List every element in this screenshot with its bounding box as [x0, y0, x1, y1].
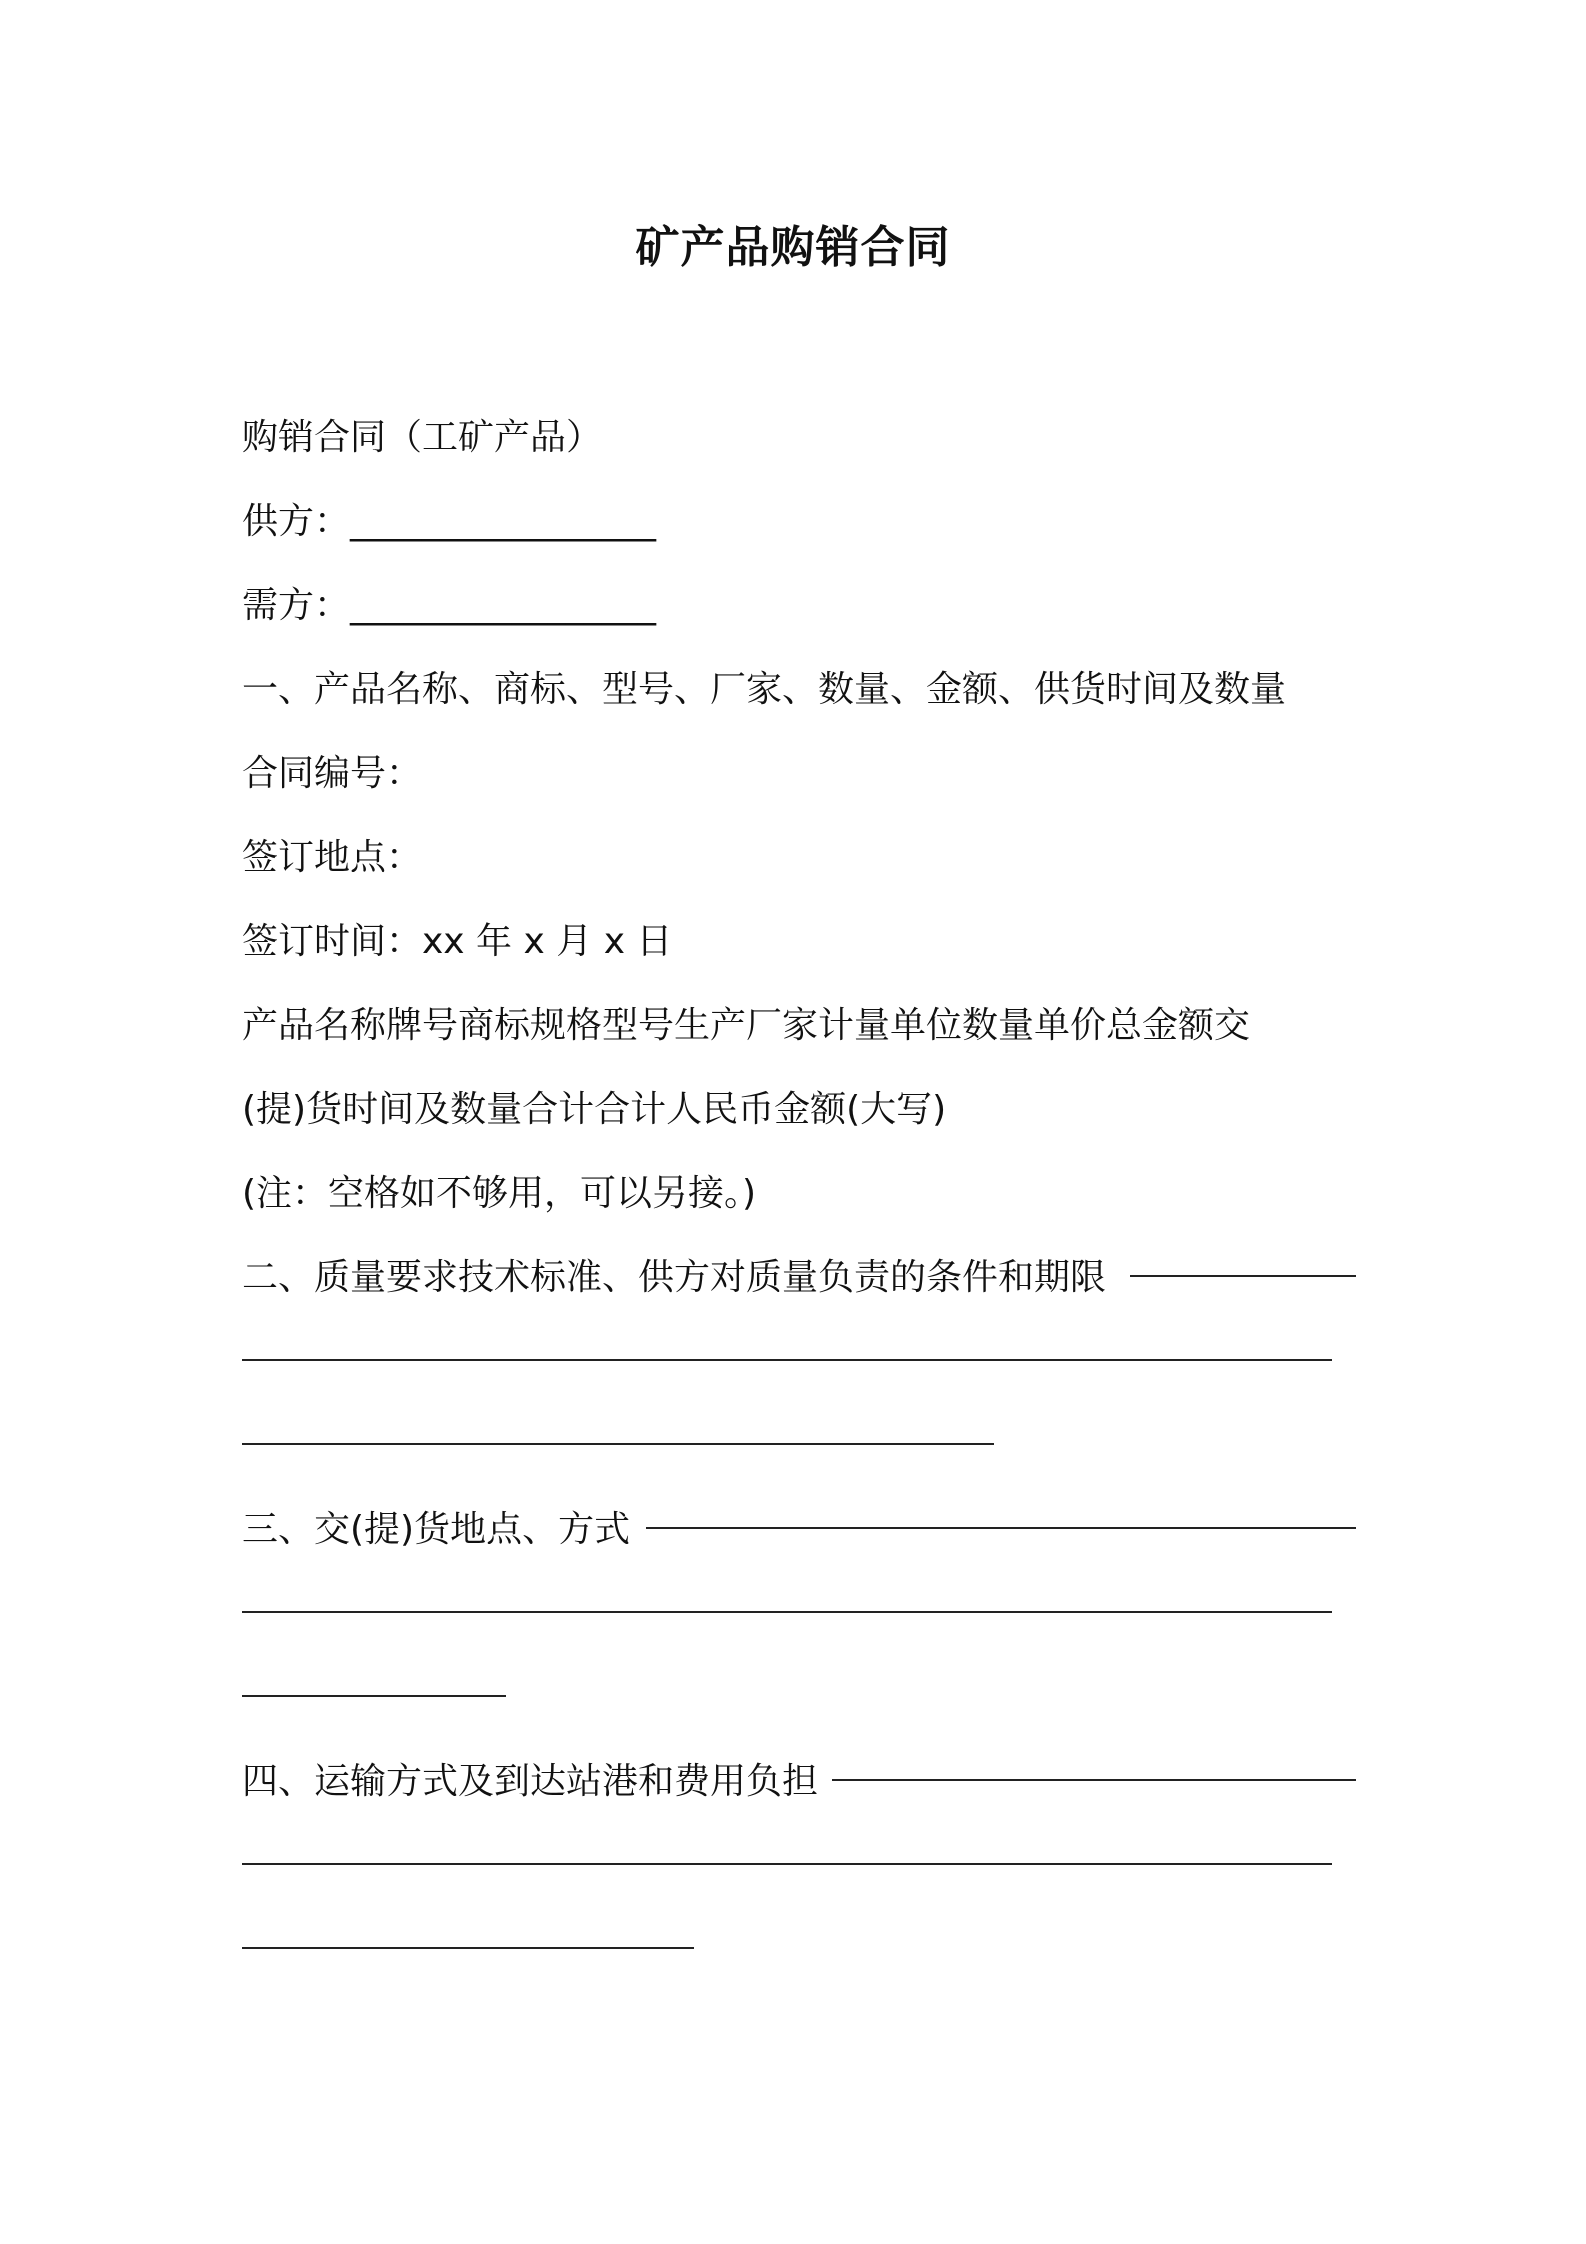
signing-place-label: 签订地点：	[242, 837, 423, 878]
section4-heading: 四、运输方式及到达站港和费用负担	[242, 1761, 819, 1802]
section3-fill-line-1	[646, 1527, 1356, 1529]
buyer-line: 需方：_________________	[242, 585, 657, 626]
note-line: (注：空格如不够用，可以另接。)	[242, 1173, 757, 1214]
contract-number-label: 合同编号：	[242, 753, 423, 794]
page-title: 矿产品购销合同	[635, 222, 951, 273]
section3-fill-line-3	[242, 1695, 506, 1697]
section4-fill-line-3	[242, 1947, 694, 1949]
signing-time-label: 签订时间：xx 年 x 月 x 日	[242, 921, 673, 962]
table-header-line-2: (提)货时间及数量合计合计人民币金额(大写)	[242, 1089, 947, 1130]
supplier-line: 供方：_________________	[242, 501, 657, 542]
section3-fill-line-2	[242, 1611, 1332, 1613]
section4-fill-line-1	[832, 1779, 1356, 1781]
section2-fill-line-1	[1130, 1275, 1356, 1277]
section4-fill-line-2	[242, 1863, 1332, 1865]
section3-heading: 三、交(提)货地点、方式	[242, 1509, 631, 1550]
section2-heading: 二、质量要求技术标准、供方对质量负责的条件和期限	[242, 1257, 1107, 1298]
section2-fill-line-3	[242, 1443, 994, 1445]
section2-fill-line-2	[242, 1359, 1332, 1361]
contract-subtitle: 购销合同（工矿产品）	[242, 417, 603, 458]
section1-heading: 一、产品名称、商标、型号、厂家、数量、金额、供货时间及数量	[242, 669, 1287, 710]
table-header-line-1: 产品名称牌号商标规格型号生产厂家计量单位数量单价总金额交	[242, 1005, 1251, 1046]
